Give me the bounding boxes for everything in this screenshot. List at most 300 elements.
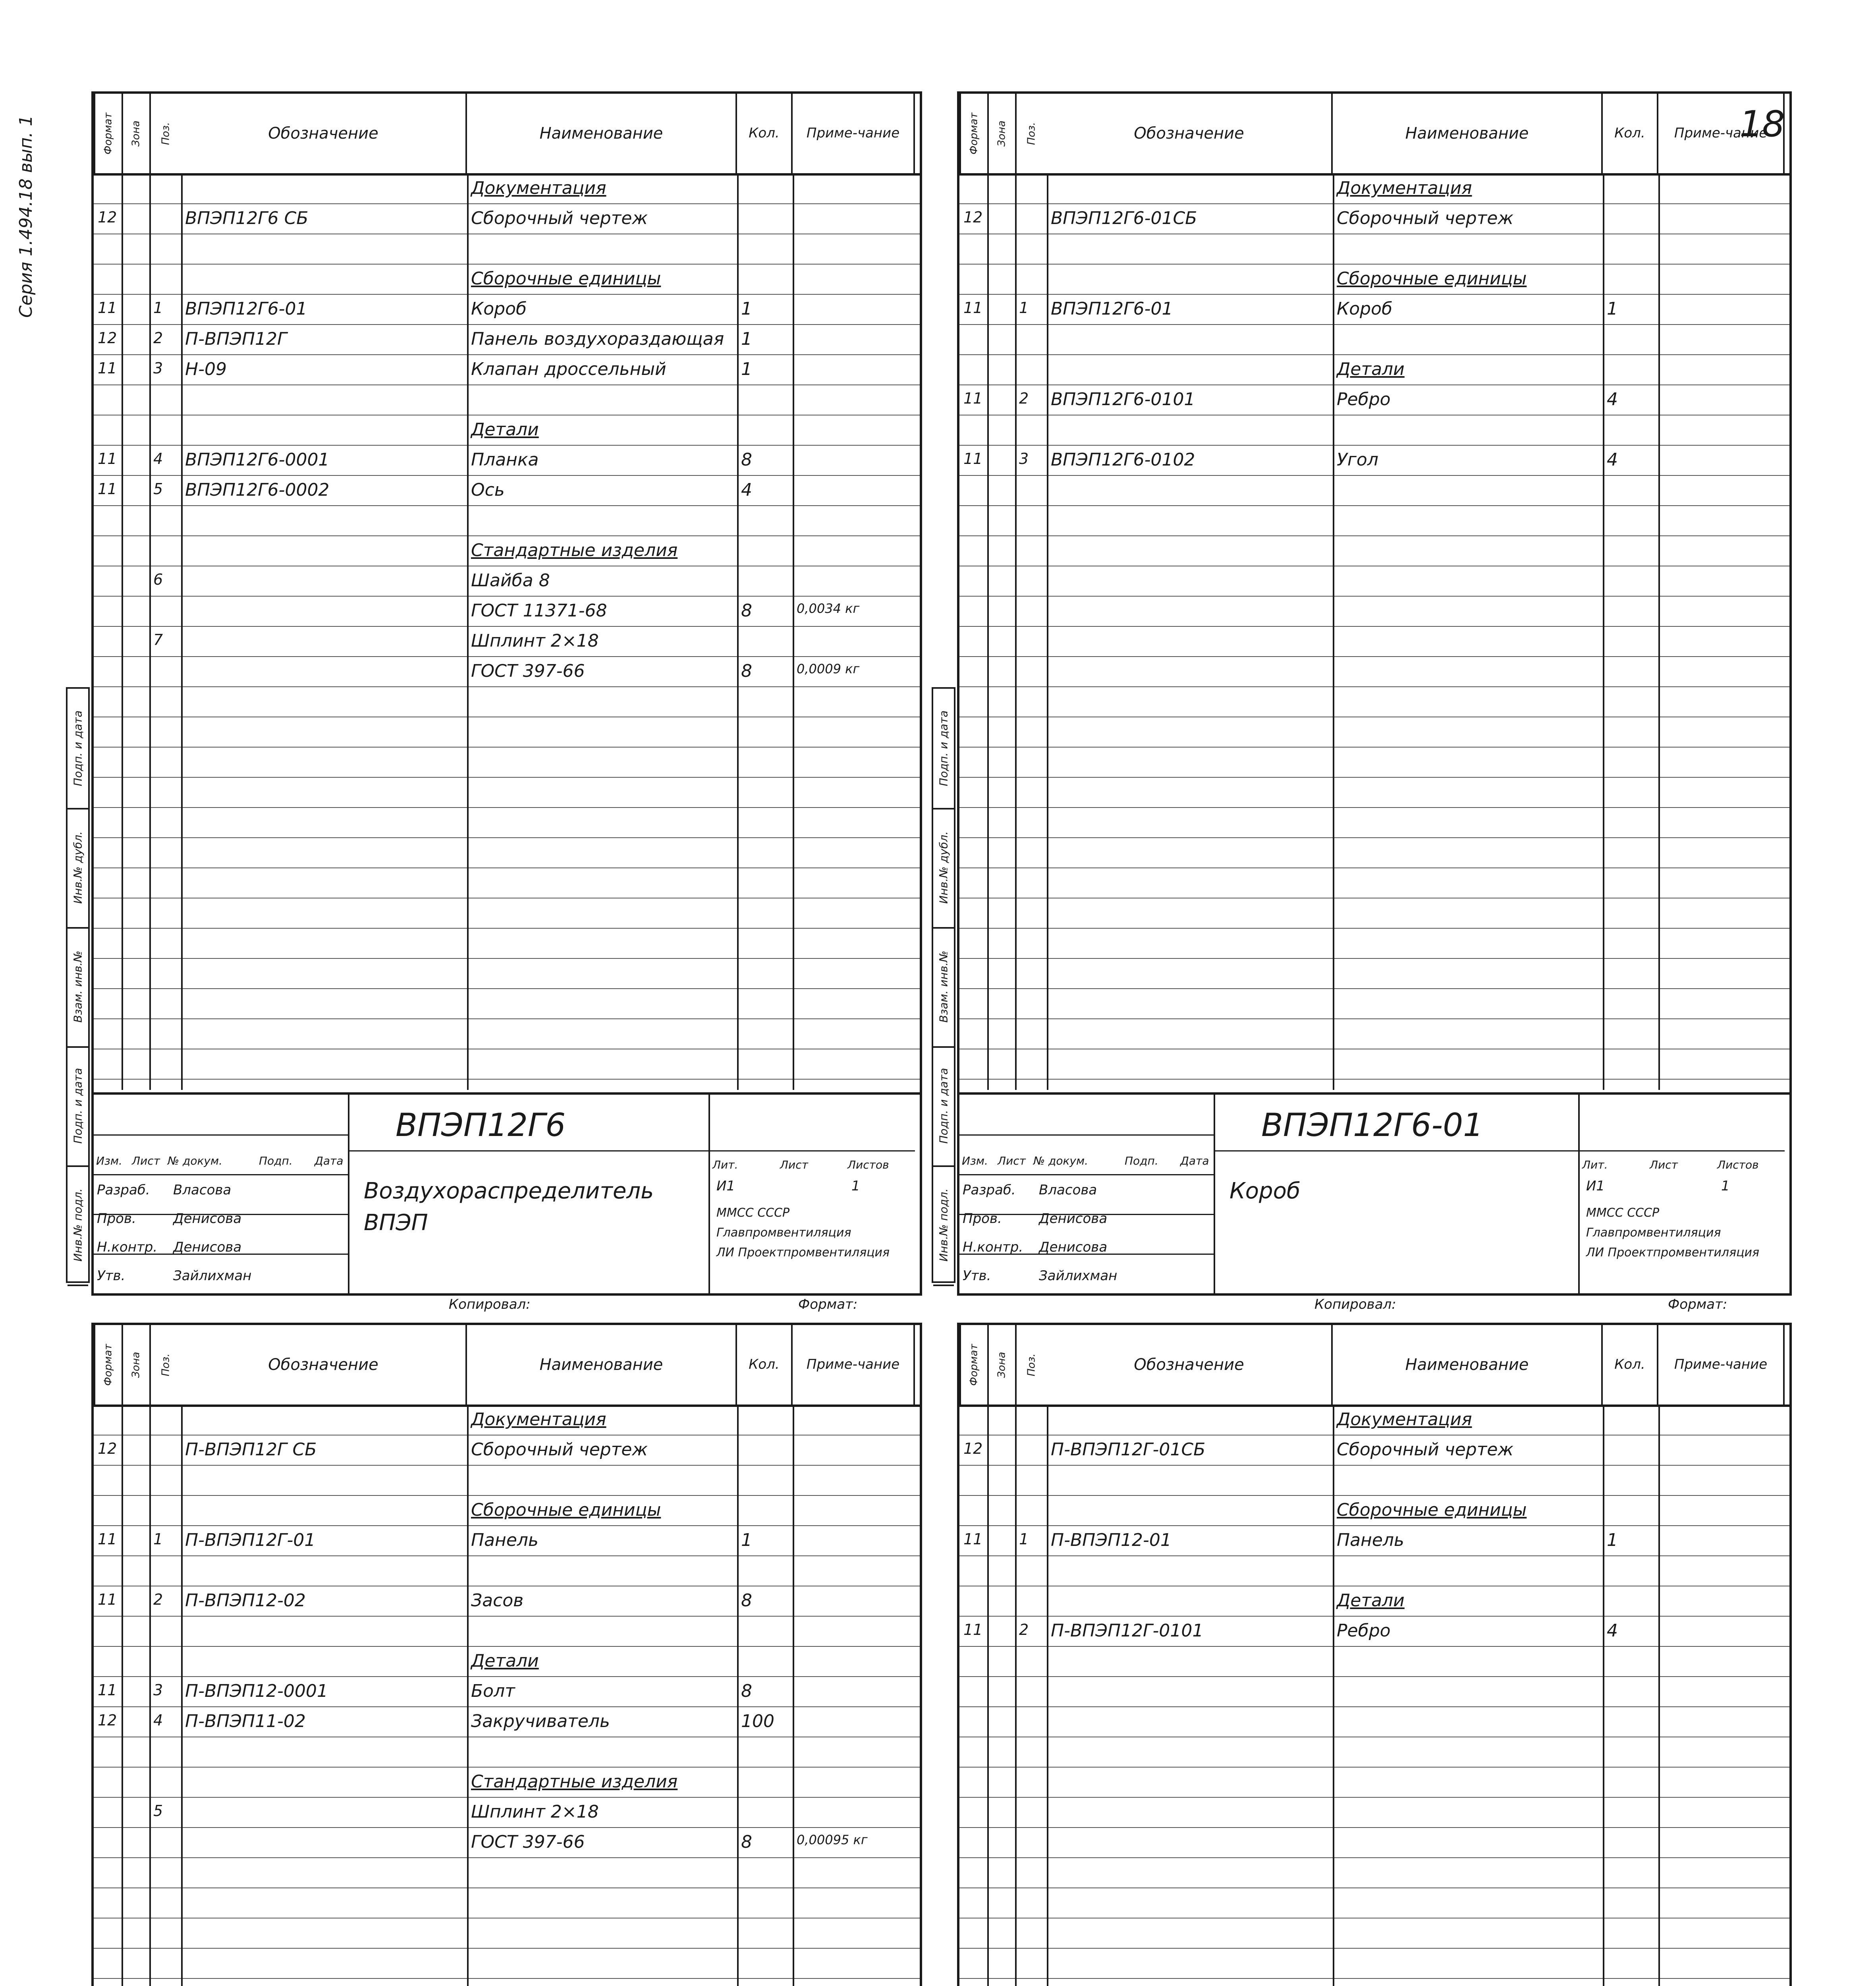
title-person-checker: Денисова	[173, 1211, 242, 1227]
spec-cell-name: Панель воздухораздающая	[471, 329, 724, 349]
title-role-checked: Пров.	[97, 1211, 136, 1227]
margin-stamp-label: Взам. инв.№	[71, 950, 85, 1023]
grid-row-line	[94, 747, 920, 748]
spec-cell-format: 11	[963, 299, 983, 317]
grid-column-line	[149, 173, 151, 1090]
spec-cell-position: 2	[153, 1591, 163, 1608]
spec-cell-designation: ВПЭП12Г6-01СБ	[1051, 208, 1197, 228]
spec-cell-format: 12	[963, 209, 983, 226]
grid-row-line	[959, 626, 1789, 627]
grid-row-line	[94, 1767, 920, 1768]
spec-cell-quantity: 4	[1607, 389, 1618, 410]
spec-cell-position: 1	[1019, 299, 1029, 317]
spec-cell-designation: ВПЭП12Г6-0001	[185, 450, 330, 470]
grid-row-line	[959, 1706, 1789, 1707]
grid-column-line	[793, 1404, 794, 1986]
grid-row-line	[94, 475, 920, 476]
grid-column-line	[1658, 173, 1660, 1090]
spec-cell-position: 1	[153, 299, 163, 317]
spec-cell-designation: ВПЭП12Г6-0101	[1051, 389, 1195, 410]
grid-row-line	[94, 1706, 920, 1707]
spec-cell-designation: П-ВПЭП12Г СБ	[185, 1439, 317, 1460]
spec-cell-name: Клапан дроссельный	[471, 359, 666, 379]
grid-row-line	[94, 867, 920, 868]
grid-column-line	[122, 1404, 123, 1986]
title-org-2: Главпромвентиляция	[716, 1226, 851, 1240]
grid-column-line	[149, 1404, 151, 1986]
grid-row-line	[94, 1797, 920, 1798]
grid-row-line	[959, 1887, 1789, 1888]
format-label: Формат:	[798, 1296, 858, 1312]
grid-column-line	[1047, 1404, 1048, 1986]
spec-cell-designation: П-ВПЭП12Г-0101	[1051, 1621, 1204, 1641]
grid-row-line	[94, 988, 920, 989]
grid-row-line	[94, 294, 920, 295]
spec-cell-position: 5	[153, 480, 163, 498]
column-header-name: Наименование	[467, 94, 737, 173]
spec-cell-name: Ребро	[1337, 1621, 1391, 1641]
margin-stamp-label: Подп. и дата	[937, 1068, 950, 1144]
spec-cell-designation: ВПЭП12Г6 СБ	[185, 208, 309, 228]
grid-row-line	[94, 1948, 920, 1949]
spec-cell-quantity: 1	[741, 299, 752, 319]
spec-cell-position: 4	[153, 450, 163, 468]
title-block-divider	[1578, 1095, 1580, 1293]
grid-row-line	[94, 1857, 920, 1858]
spec-cell-designation: П-ВПЭП11-02	[185, 1711, 306, 1731]
grid-column-line	[1603, 1404, 1604, 1986]
spec-cell-format: 11	[98, 480, 117, 498]
title-designation: ВПЭП12Г6-01	[1261, 1107, 1483, 1144]
title-label-sheets_label: Листов	[847, 1158, 889, 1171]
spec-cell-name: Шайба 8	[471, 570, 550, 591]
spec-cell-quantity: 1	[741, 1530, 752, 1550]
grid-row-line	[94, 505, 920, 506]
column-header-designation: Обозначение	[1047, 94, 1333, 173]
spec-cell-name: Сборочный чертеж	[1337, 1439, 1514, 1460]
spec-cell-designation: П-ВПЭП12-01	[1051, 1530, 1172, 1550]
spec-cell-position: 2	[1019, 1621, 1029, 1638]
copied-by-label: Копировал:	[449, 1296, 531, 1312]
spec-cell-format: 12	[98, 329, 117, 347]
spec-cell-section-heading: Стандартные изделия	[471, 1772, 678, 1792]
column-header-row	[94, 1325, 920, 1407]
grid-row-line	[959, 1555, 1789, 1556]
grid-column-line	[1658, 1404, 1660, 1986]
grid-column-line	[1333, 173, 1334, 1090]
margin-stamp-label: Подп. и дата	[937, 710, 950, 786]
grid-row-line	[94, 656, 920, 657]
grid-row-line	[959, 686, 1789, 687]
title-person-norm: Денисова	[173, 1239, 242, 1255]
spec-cell-position: 7	[153, 631, 163, 649]
spec-cell-name: Панель	[1337, 1530, 1404, 1550]
spec-cell-position: 1	[153, 1530, 163, 1548]
column-header-pos: Поз.	[149, 94, 181, 173]
column-header-pos: Поз.	[149, 1325, 181, 1404]
column-header-pos: Поз.	[1015, 94, 1047, 173]
title-label-sheets_label: Листов	[1717, 1158, 1759, 1171]
column-header-format: Формат	[94, 94, 122, 173]
spec-cell-name: Угол	[1337, 450, 1378, 470]
margin-stamp-label: Инв.№ дубл.	[937, 831, 950, 904]
spec-sheet-tr	[957, 91, 1792, 1296]
spec-cell-format: 11	[963, 450, 983, 468]
grid-row-line	[94, 1646, 920, 1647]
spec-cell-name: Панель	[471, 1530, 538, 1550]
spec-cell-designation: П-ВПЭП12Г-01СБ	[1051, 1439, 1206, 1460]
spec-cell-position: 1	[1019, 1530, 1029, 1548]
column-header-note: Приме-чание	[793, 1325, 915, 1404]
column-header-qty: Кол.	[1603, 1325, 1658, 1404]
spec-cell-format: 12	[963, 1440, 983, 1457]
grid-row-line	[94, 1616, 920, 1617]
column-header-zone: Зона	[987, 1325, 1015, 1404]
margin-stamp-label: Инв.№ подл.	[937, 1188, 950, 1262]
spec-cell-quantity: 1	[741, 359, 752, 379]
grid-row-line	[959, 324, 1789, 325]
title-role-developed: Разраб.	[963, 1182, 1016, 1198]
grid-row-line	[94, 1018, 920, 1019]
title-value-lit: И1	[716, 1178, 735, 1194]
spec-cell-format: 11	[963, 390, 983, 407]
spec-cell-quantity: 100	[741, 1711, 774, 1731]
spec-cell-name: Короб	[1337, 299, 1393, 319]
margin-stamp-label: Инв.№ подл.	[71, 1188, 85, 1262]
grid-row-line	[94, 324, 920, 325]
title-label-signature: Подп.	[1125, 1154, 1158, 1167]
margin-stamp-label: Подп. и дата	[71, 1068, 85, 1144]
column-header-note: Приме-чание	[793, 94, 915, 173]
title-person-approver: Зайлихман	[173, 1268, 252, 1284]
grid-row-line	[94, 1887, 920, 1888]
title-value-lit: И1	[1586, 1178, 1605, 1194]
spec-cell-name: ГОСТ 397-66	[471, 1832, 585, 1852]
spec-cell-position: 4	[153, 1712, 163, 1729]
column-header-row	[959, 94, 1789, 176]
title-block-line	[1214, 1150, 1785, 1151]
spec-cell-quantity: 1	[741, 329, 752, 349]
grid-column-line	[181, 1404, 183, 1986]
title-block-line	[959, 1174, 1214, 1175]
column-header-format: Формат	[959, 94, 987, 173]
grid-row-line	[959, 505, 1789, 506]
grid-row-line	[959, 384, 1789, 385]
grid-row-line	[94, 686, 920, 687]
column-header-name: Наименование	[467, 1325, 737, 1404]
margin-stamp-label: Взам. инв.№	[937, 950, 950, 1023]
title-role-approved: Утв.	[97, 1268, 125, 1284]
spec-cell-quantity: 8	[741, 1832, 752, 1852]
grid-row-line	[959, 1797, 1789, 1798]
grid-row-line	[959, 1827, 1789, 1828]
spec-cell-format: 11	[98, 1681, 117, 1699]
spec-cell-name: Планка	[471, 450, 539, 470]
column-header-pos: Поз.	[1015, 1325, 1047, 1404]
spec-cell-format: 11	[98, 299, 117, 317]
title-block	[959, 1092, 1789, 1293]
title-label-lit: Лит.	[1582, 1158, 1608, 1171]
spec-cell-quantity: 4	[1607, 450, 1618, 470]
grid-row-line	[94, 1676, 920, 1677]
spec-cell-designation: П-ВПЭП12Г	[185, 329, 287, 349]
title-org-3: ЛИ Проектпромвентиляция	[1586, 1246, 1760, 1260]
grid-row-line	[959, 958, 1789, 959]
grid-row-line	[959, 1857, 1789, 1858]
grid-column-line	[1333, 1404, 1334, 1986]
column-header-row	[94, 94, 920, 176]
spec-cell-format: 11	[98, 1530, 117, 1548]
spec-cell-quantity: 8	[741, 661, 752, 681]
spec-cell-quantity: 4	[1607, 1621, 1618, 1641]
spec-cell-quantity: 4	[741, 480, 752, 500]
grid-row-line	[94, 958, 920, 959]
title-label-sheet_label: Лист	[1650, 1158, 1678, 1171]
grid-row-line	[959, 1465, 1789, 1466]
spec-cell-section-heading: Детали	[1337, 1590, 1405, 1611]
grid-row-line	[959, 1079, 1789, 1080]
title-value-sheets: 1	[1721, 1178, 1730, 1194]
grid-row-line	[959, 535, 1789, 536]
grid-row-line	[959, 777, 1789, 778]
grid-row-line	[94, 1465, 920, 1466]
grid-row-line	[94, 1978, 920, 1979]
spec-sheet-tl	[91, 91, 922, 1296]
spec-cell-note: 0,00095 кг	[797, 1832, 868, 1847]
title-label-date: Дата	[315, 1154, 344, 1167]
grid-row-line	[94, 837, 920, 838]
grid-column-line	[1047, 173, 1048, 1090]
grid-row-line	[959, 988, 1789, 989]
spec-cell-section-heading: Сборочные единицы	[1337, 269, 1527, 289]
grid-row-line	[959, 837, 1789, 838]
spec-cell-position: 3	[153, 1681, 163, 1699]
title-label-changes: Изм.	[96, 1154, 122, 1167]
spec-cell-designation: ВПЭП12Г6-0102	[1051, 450, 1195, 470]
spec-cell-position: 6	[153, 571, 163, 588]
grid-row-line	[94, 1495, 920, 1496]
title-block-divider	[1214, 1095, 1215, 1293]
column-header-designation: Обозначение	[1047, 1325, 1333, 1404]
grid-column-line	[737, 173, 739, 1090]
spec-cell-section-heading: Документация	[471, 1409, 606, 1430]
grid-row-line	[959, 445, 1789, 446]
margin-stamp-column	[66, 687, 90, 1283]
spec-cell-name: Сборочный чертеж	[471, 1439, 648, 1460]
title-name: Короб	[1229, 1178, 1301, 1204]
title-person-developer: Власова	[1039, 1182, 1097, 1198]
grid-row-line	[94, 354, 920, 355]
column-header-format: Формат	[94, 1325, 122, 1404]
spec-cell-name: Шплинт 2×18	[471, 631, 599, 651]
sheet-number: 18	[1739, 103, 1785, 145]
column-header-zone: Зона	[122, 94, 149, 173]
grid-row-line	[959, 1676, 1789, 1677]
grid-row-line	[959, 264, 1789, 265]
spec-cell-position: 3	[153, 359, 163, 377]
margin-stamp-label: Инв.№ дубл.	[71, 831, 85, 904]
title-name: Воздухораспределитель	[364, 1178, 654, 1204]
title-role-checked: Пров.	[963, 1211, 1002, 1227]
grid-row-line	[959, 1948, 1789, 1949]
spec-cell-format: 12	[98, 1712, 117, 1729]
title-block	[94, 1092, 920, 1293]
title-label-lit: Лит.	[712, 1158, 738, 1171]
spec-cell-format: 11	[963, 1530, 983, 1548]
spec-cell-name: ГОСТ 11371-68	[471, 601, 607, 621]
column-header-qty: Кол.	[737, 94, 793, 173]
spec-cell-quantity: 8	[741, 1681, 752, 1701]
spec-cell-position: 3	[1019, 450, 1029, 468]
title-org-3: ЛИ Проектпромвентиляция	[716, 1246, 890, 1260]
grid-row-line	[959, 1525, 1789, 1526]
grid-row-line	[959, 656, 1789, 657]
title-label-doc_no: № докум.	[168, 1154, 223, 1167]
spec-cell-section-heading: Сборочные единицы	[1337, 1500, 1527, 1520]
spec-cell-format: 11	[98, 450, 117, 468]
spec-cell-designation: ВПЭП12Г6-01	[185, 299, 307, 319]
title-org-1: ММСС СССР	[1586, 1206, 1660, 1220]
title-person-developer: Власова	[173, 1182, 232, 1198]
grid-row-line	[94, 928, 920, 929]
grid-row-line	[94, 1827, 920, 1828]
spec-cell-format: 11	[963, 1621, 983, 1638]
column-header-designation: Обозначение	[181, 1325, 467, 1404]
spec-cell-designation: П-ВПЭП12-02	[185, 1590, 306, 1611]
grid-row-line	[959, 294, 1789, 295]
grid-row-line	[94, 807, 920, 808]
spec-cell-name: Ребро	[1337, 389, 1391, 410]
spec-cell-section-heading: Документация	[1337, 1409, 1472, 1430]
margin-stamp-column	[932, 687, 955, 1283]
spec-cell-quantity: 1	[1607, 299, 1618, 319]
spec-cell-name: Шплинт 2×18	[471, 1802, 599, 1822]
spec-cell-quantity: 8	[741, 450, 752, 470]
spec-cell-designation: Н-09	[185, 359, 227, 379]
title-block-line	[94, 1174, 348, 1175]
column-header-note: Приме-чание	[1658, 94, 1785, 173]
title-block-divider	[708, 1095, 710, 1293]
spec-cell-format: 11	[98, 359, 117, 377]
grid-row-line	[959, 1646, 1789, 1647]
title-person-approver: Зайлихман	[1039, 1268, 1117, 1284]
grid-row-line	[959, 596, 1789, 597]
spec-cell-format: 12	[98, 1440, 117, 1457]
grid-column-line	[987, 173, 989, 1090]
column-header-qty: Кол.	[1603, 94, 1658, 173]
title-designation: ВПЭП12Г6	[396, 1107, 566, 1144]
grid-column-line	[1015, 1404, 1017, 1986]
spec-cell-section-heading: Стандартные изделия	[471, 540, 678, 560]
margin-stamp-label: Подп. и дата	[71, 710, 85, 786]
grid-row-line	[959, 1767, 1789, 1768]
column-header-name: Наименование	[1333, 1325, 1603, 1404]
title-org-2: Главпромвентиляция	[1586, 1226, 1721, 1240]
spec-cell-section-heading: Документация	[1337, 178, 1472, 198]
grid-row-line	[94, 1079, 920, 1080]
spec-cell-designation: П-ВПЭП12-0001	[185, 1681, 328, 1701]
title-label-signature: Подп.	[259, 1154, 293, 1167]
grid-row-line	[959, 1616, 1789, 1617]
copied-by-label: Копировал:	[1314, 1296, 1396, 1312]
title-label-doc_no: № докум.	[1033, 1154, 1089, 1167]
grid-row-line	[94, 626, 920, 627]
grid-row-line	[94, 535, 920, 536]
spec-cell-name: Закручиватель	[471, 1711, 610, 1731]
grid-row-line	[959, 354, 1789, 355]
grid-row-line	[94, 264, 920, 265]
grid-column-line	[1603, 173, 1604, 1090]
spec-cell-designation: ВПЭП12Г6-0002	[185, 480, 330, 500]
title-name-line2: ВПЭП	[364, 1210, 428, 1236]
spec-cell-name: Ось	[471, 480, 505, 500]
column-header-name: Наименование	[1333, 94, 1603, 173]
spec-cell-quantity: 8	[741, 601, 752, 621]
column-header-row	[959, 1325, 1789, 1407]
title-block-line	[348, 1150, 915, 1151]
spec-cell-designation: ВПЭП12Г6-01	[1051, 299, 1173, 319]
spec-cell-section-heading: Детали	[471, 419, 539, 440]
spec-cell-note: 0,0034 кг	[797, 601, 860, 616]
title-value-sheets: 1	[851, 1178, 860, 1194]
spec-cell-note: 0,0009 кг	[797, 661, 860, 676]
spec-cell-name: Болт	[471, 1681, 515, 1701]
spec-cell-name: Сборочный чертеж	[471, 208, 648, 228]
spec-cell-position: 2	[1019, 390, 1029, 407]
column-header-note: Приме-чание	[1658, 1325, 1785, 1404]
spec-sheet-br	[957, 1323, 1792, 1986]
spec-cell-quantity: 1	[1607, 1530, 1618, 1550]
grid-row-line	[94, 445, 920, 446]
grid-row-line	[94, 384, 920, 385]
title-label-changes: Изм.	[962, 1154, 988, 1167]
spec-cell-section-heading: Детали	[471, 1651, 539, 1671]
title-label-sheet: Лист	[132, 1154, 160, 1167]
spec-cell-position: 5	[153, 1802, 163, 1820]
title-label-date: Дата	[1180, 1154, 1209, 1167]
spec-cell-quantity: 8	[741, 1590, 752, 1611]
title-block-line	[959, 1134, 1214, 1136]
spec-cell-name: Короб	[471, 299, 527, 319]
grid-row-line	[94, 777, 920, 778]
title-role-norm_control: Н.контр.	[97, 1239, 158, 1255]
grid-row-line	[94, 1555, 920, 1556]
spec-cell-name: Засов	[471, 1590, 524, 1611]
spec-cell-name: Сборочный чертеж	[1337, 208, 1514, 228]
grid-column-line	[737, 1404, 739, 1986]
grid-row-line	[959, 475, 1789, 476]
spec-cell-format: 11	[98, 1591, 117, 1608]
grid-column-line	[987, 1404, 989, 1986]
spec-cell-position: 2	[153, 329, 163, 347]
spec-cell-section-heading: Сборочные единицы	[471, 269, 661, 289]
grid-column-line	[122, 173, 123, 1090]
title-label-sheet: Лист	[998, 1154, 1026, 1167]
column-header-qty: Кол.	[737, 1325, 793, 1404]
spec-cell-designation: П-ВПЭП12Г-01	[185, 1530, 316, 1550]
title-person-norm: Денисова	[1039, 1239, 1108, 1255]
column-header-designation: Обозначение	[181, 94, 467, 173]
grid-row-line	[959, 1018, 1789, 1019]
title-role-developed: Разраб.	[97, 1182, 150, 1198]
column-header-zone: Зона	[122, 1325, 149, 1404]
grid-column-line	[793, 173, 794, 1090]
grid-row-line	[94, 596, 920, 597]
grid-row-line	[959, 1978, 1789, 1979]
grid-column-line	[467, 173, 469, 1090]
grid-row-line	[959, 867, 1789, 868]
spec-cell-section-heading: Детали	[1337, 359, 1405, 379]
